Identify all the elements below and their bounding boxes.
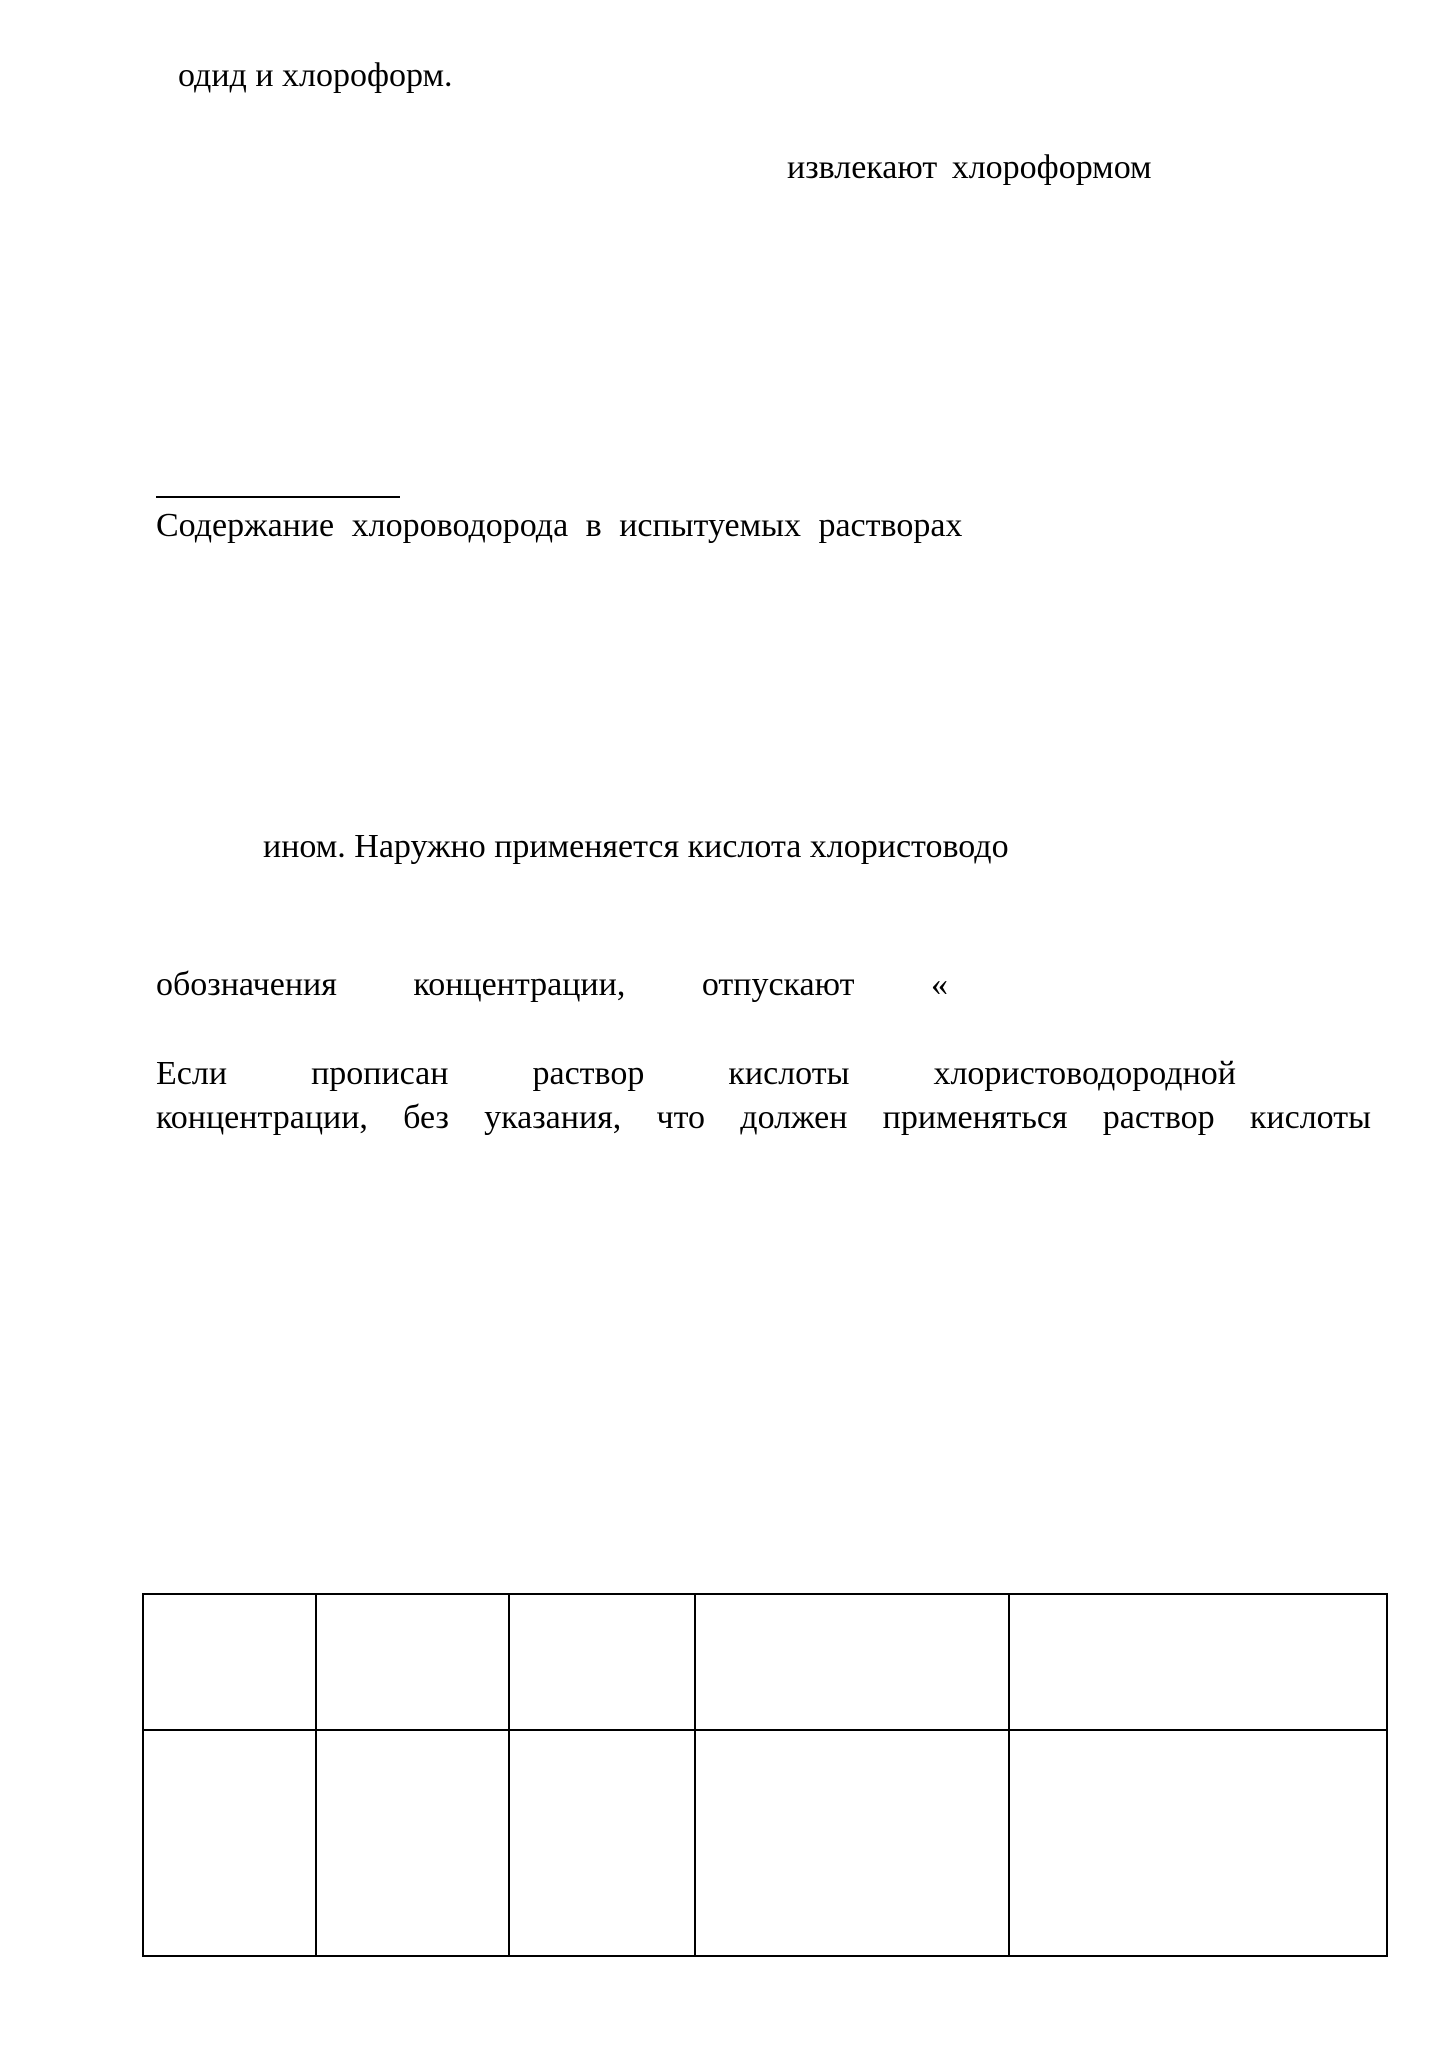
text-line-4: ином. Наружно применяется кислота хлористоводо — [263, 828, 1009, 865]
table-cell — [509, 1594, 695, 1730]
word: без — [403, 1099, 449, 1136]
table-cell — [316, 1594, 509, 1730]
table-row — [143, 1730, 1387, 1956]
table-cell — [509, 1730, 695, 1956]
word: концентрации, — [156, 1099, 368, 1136]
word: прописан — [311, 1055, 449, 1092]
word: указания, — [484, 1099, 622, 1136]
table-cell — [1009, 1594, 1387, 1730]
word: хлористоводородной — [933, 1055, 1236, 1092]
footnote-separator — [156, 496, 400, 498]
word: раствор — [1102, 1099, 1215, 1136]
text-line-3: Содержание хлороводорода в испытуемых растворах — [156, 507, 963, 544]
text-line-5 — [156, 965, 948, 1005]
text-line-7 — [156, 1098, 1371, 1138]
data-table — [142, 1593, 1388, 1957]
word: кислоты — [728, 1055, 850, 1092]
text-line-2: извлекают хлороформом — [787, 149, 1152, 186]
word: Если — [156, 1055, 228, 1092]
word: что — [656, 1099, 706, 1136]
word: должен — [740, 1099, 848, 1136]
word: « — [931, 966, 948, 1003]
word: кислоты — [1249, 1099, 1371, 1136]
word: применяться — [882, 1099, 1068, 1136]
word: отпускают — [701, 966, 855, 1003]
table-row — [143, 1594, 1387, 1730]
text-line-1: одид и хлороформ. — [178, 57, 453, 94]
table-cell — [1009, 1730, 1387, 1956]
text-line-6 — [156, 1054, 1236, 1094]
table-cell — [316, 1730, 509, 1956]
table-cell — [695, 1594, 1009, 1730]
table-cell — [143, 1594, 316, 1730]
word: концентрации, — [413, 966, 626, 1003]
table-cell — [143, 1730, 316, 1956]
table-cell — [695, 1730, 1009, 1956]
word: раствор — [532, 1055, 645, 1092]
word: обозначения — [156, 966, 337, 1003]
